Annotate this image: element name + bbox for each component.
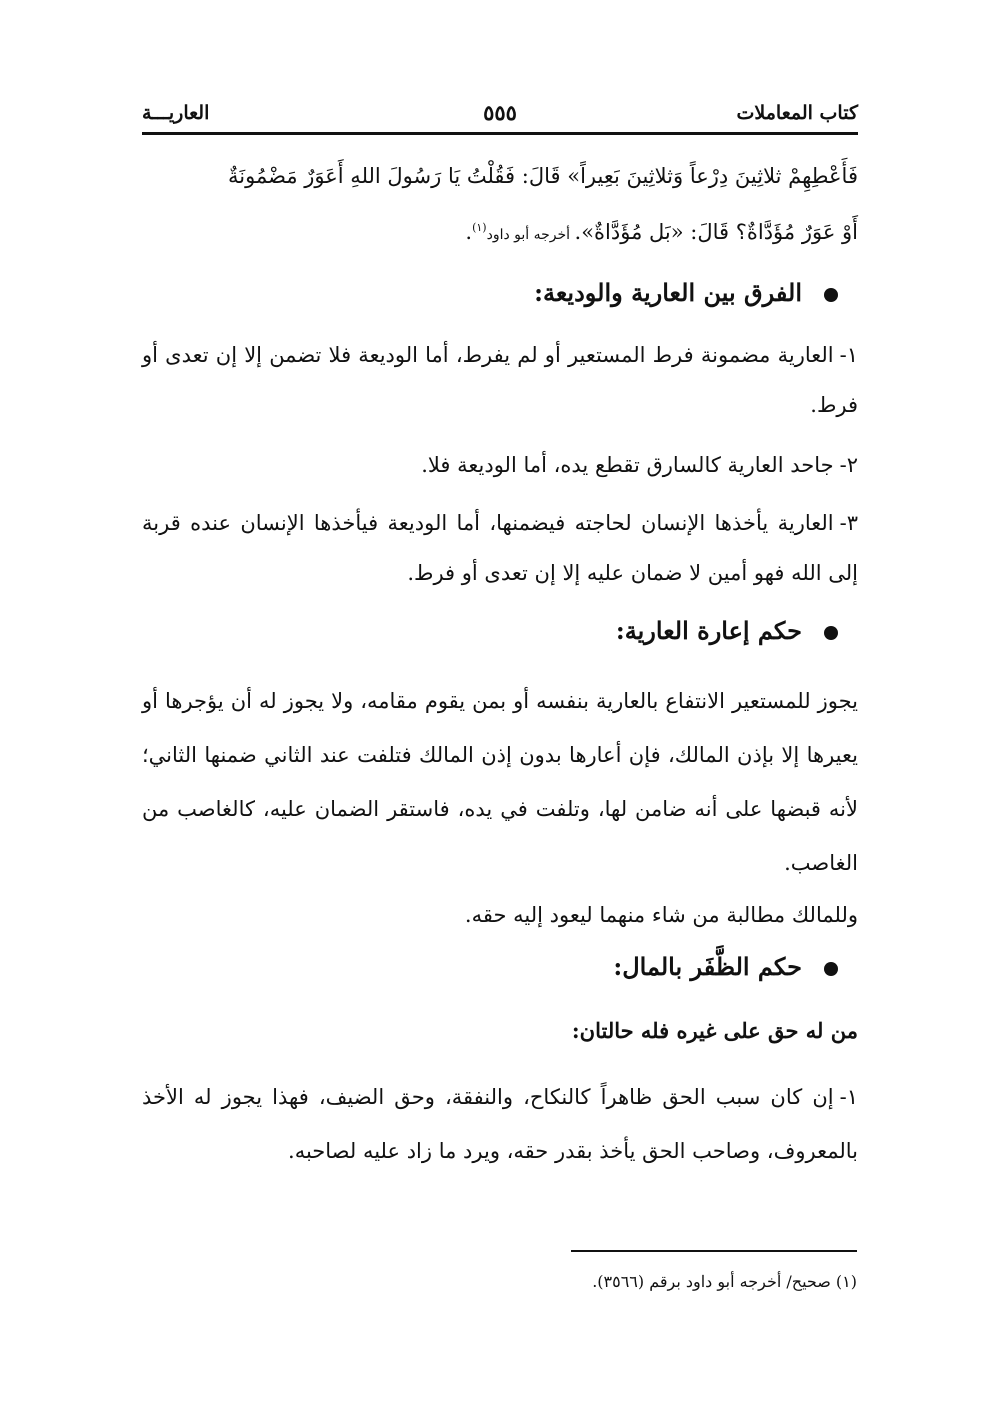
list-item-text: العارية يأخذها الإنسان لحاجته فيضمنها، أما الوديعة فيأخذها الإنسان عنده قربة إلى الله فهو أمين لا ضمان عليه إلا إن تعدى أو فرط. <box>142 511 858 585</box>
page-number: ٥٥٥ <box>483 100 517 125</box>
section-heading-zafar <box>142 952 858 981</box>
list-item <box>142 498 858 598</box>
section-heading-text: حكم الظَّفَر بالمال: <box>613 952 802 981</box>
list-item-text: العارية مضمونة فرط المستعير أو لم يفرط، أما الوديعة فلا تضمن إلا إن تعدى أو فرط. <box>142 343 858 417</box>
list-item-number: ١- <box>839 343 858 367</box>
hadith-end: . <box>465 220 473 244</box>
list-item <box>142 1070 858 1178</box>
list-item-number: ٢- <box>839 453 858 477</box>
section-heading-text: الفرق بين العارية والوديعة: <box>534 278 802 307</box>
running-header <box>142 96 858 136</box>
book-title: كتاب المعاملات <box>736 102 858 124</box>
subheading: من له حق على غيره فله حالتان: <box>571 1018 858 1043</box>
bullet-icon <box>824 288 838 302</box>
hadith-line-1: فَأَعْطِهِمْ ثلاثِينَ دِرْعاً وَثلاثِينَ بَعِيراً» قَالَ: فَقُلْتُ يَا رَسُولَ اللهِ أَعَوَرٌ مَضْمُونَةٌ <box>228 164 858 188</box>
bullet-icon <box>824 626 838 640</box>
hadith-line-2 <box>142 202 858 261</box>
list-item-number: ٣- <box>839 511 858 535</box>
hadith-line-2-text: أَوْ عَوَرٌ مُؤَدَّاةٌ؟ قَالَ: «بَل مُؤَدَّاةٌ». <box>574 220 858 244</box>
section-heading-difference <box>142 278 858 307</box>
header-rule <box>142 132 858 135</box>
paragraph: وللمالك مطالبة من شاء منهما ليعود إليه حقه. <box>464 903 858 927</box>
bullet-icon <box>824 962 838 976</box>
paragraph: يجوز للمستعير الانتفاع بالعارية بنفسه أو بمن يقوم مقامه، ولا يجوز له أن يؤجرها أو يعيرها إلا بإذن المالك، فإن أعارها بدون إذن المالك فتلفت عند الثاني ضمنها الثاني؛ لأنه قبضها على أنه ضامن لها، وتلفت في يده، فاستقر الضمان عليه، كالغاصب من الغاصب. <box>142 689 858 875</box>
section-heading-lending <box>142 616 858 645</box>
list-item <box>142 330 858 430</box>
chapter-title: العاريـــة <box>142 102 210 124</box>
list-item <box>142 440 858 490</box>
list-item-text: إن كان سبب الحق ظاهراً كالنكاح، والنفقة، وحق الضيف، فهذا يجوز له الأخذ بالمعروف، وصاحب الحق يأخذ بقدر حقه، ويرد ما زاد عليه لصاحبه. <box>142 1085 858 1163</box>
section-heading-text: حكم إعارة العارية: <box>615 616 802 645</box>
hadith-reference: أخرجه أبو داود <box>486 227 575 243</box>
hadith-text <box>142 150 858 261</box>
list-item-number: ١- <box>839 1085 858 1109</box>
footnote-marker: (١) <box>472 221 487 234</box>
list-item-text: جاحد العارية كالسارق تقطع يده، أما الوديعة فلا. <box>421 453 834 477</box>
footnote-rule <box>571 1250 857 1252</box>
footnote: (١) صحيح/ أخرجه أبو داود برقم (٣٥٦٦). <box>592 1272 857 1291</box>
